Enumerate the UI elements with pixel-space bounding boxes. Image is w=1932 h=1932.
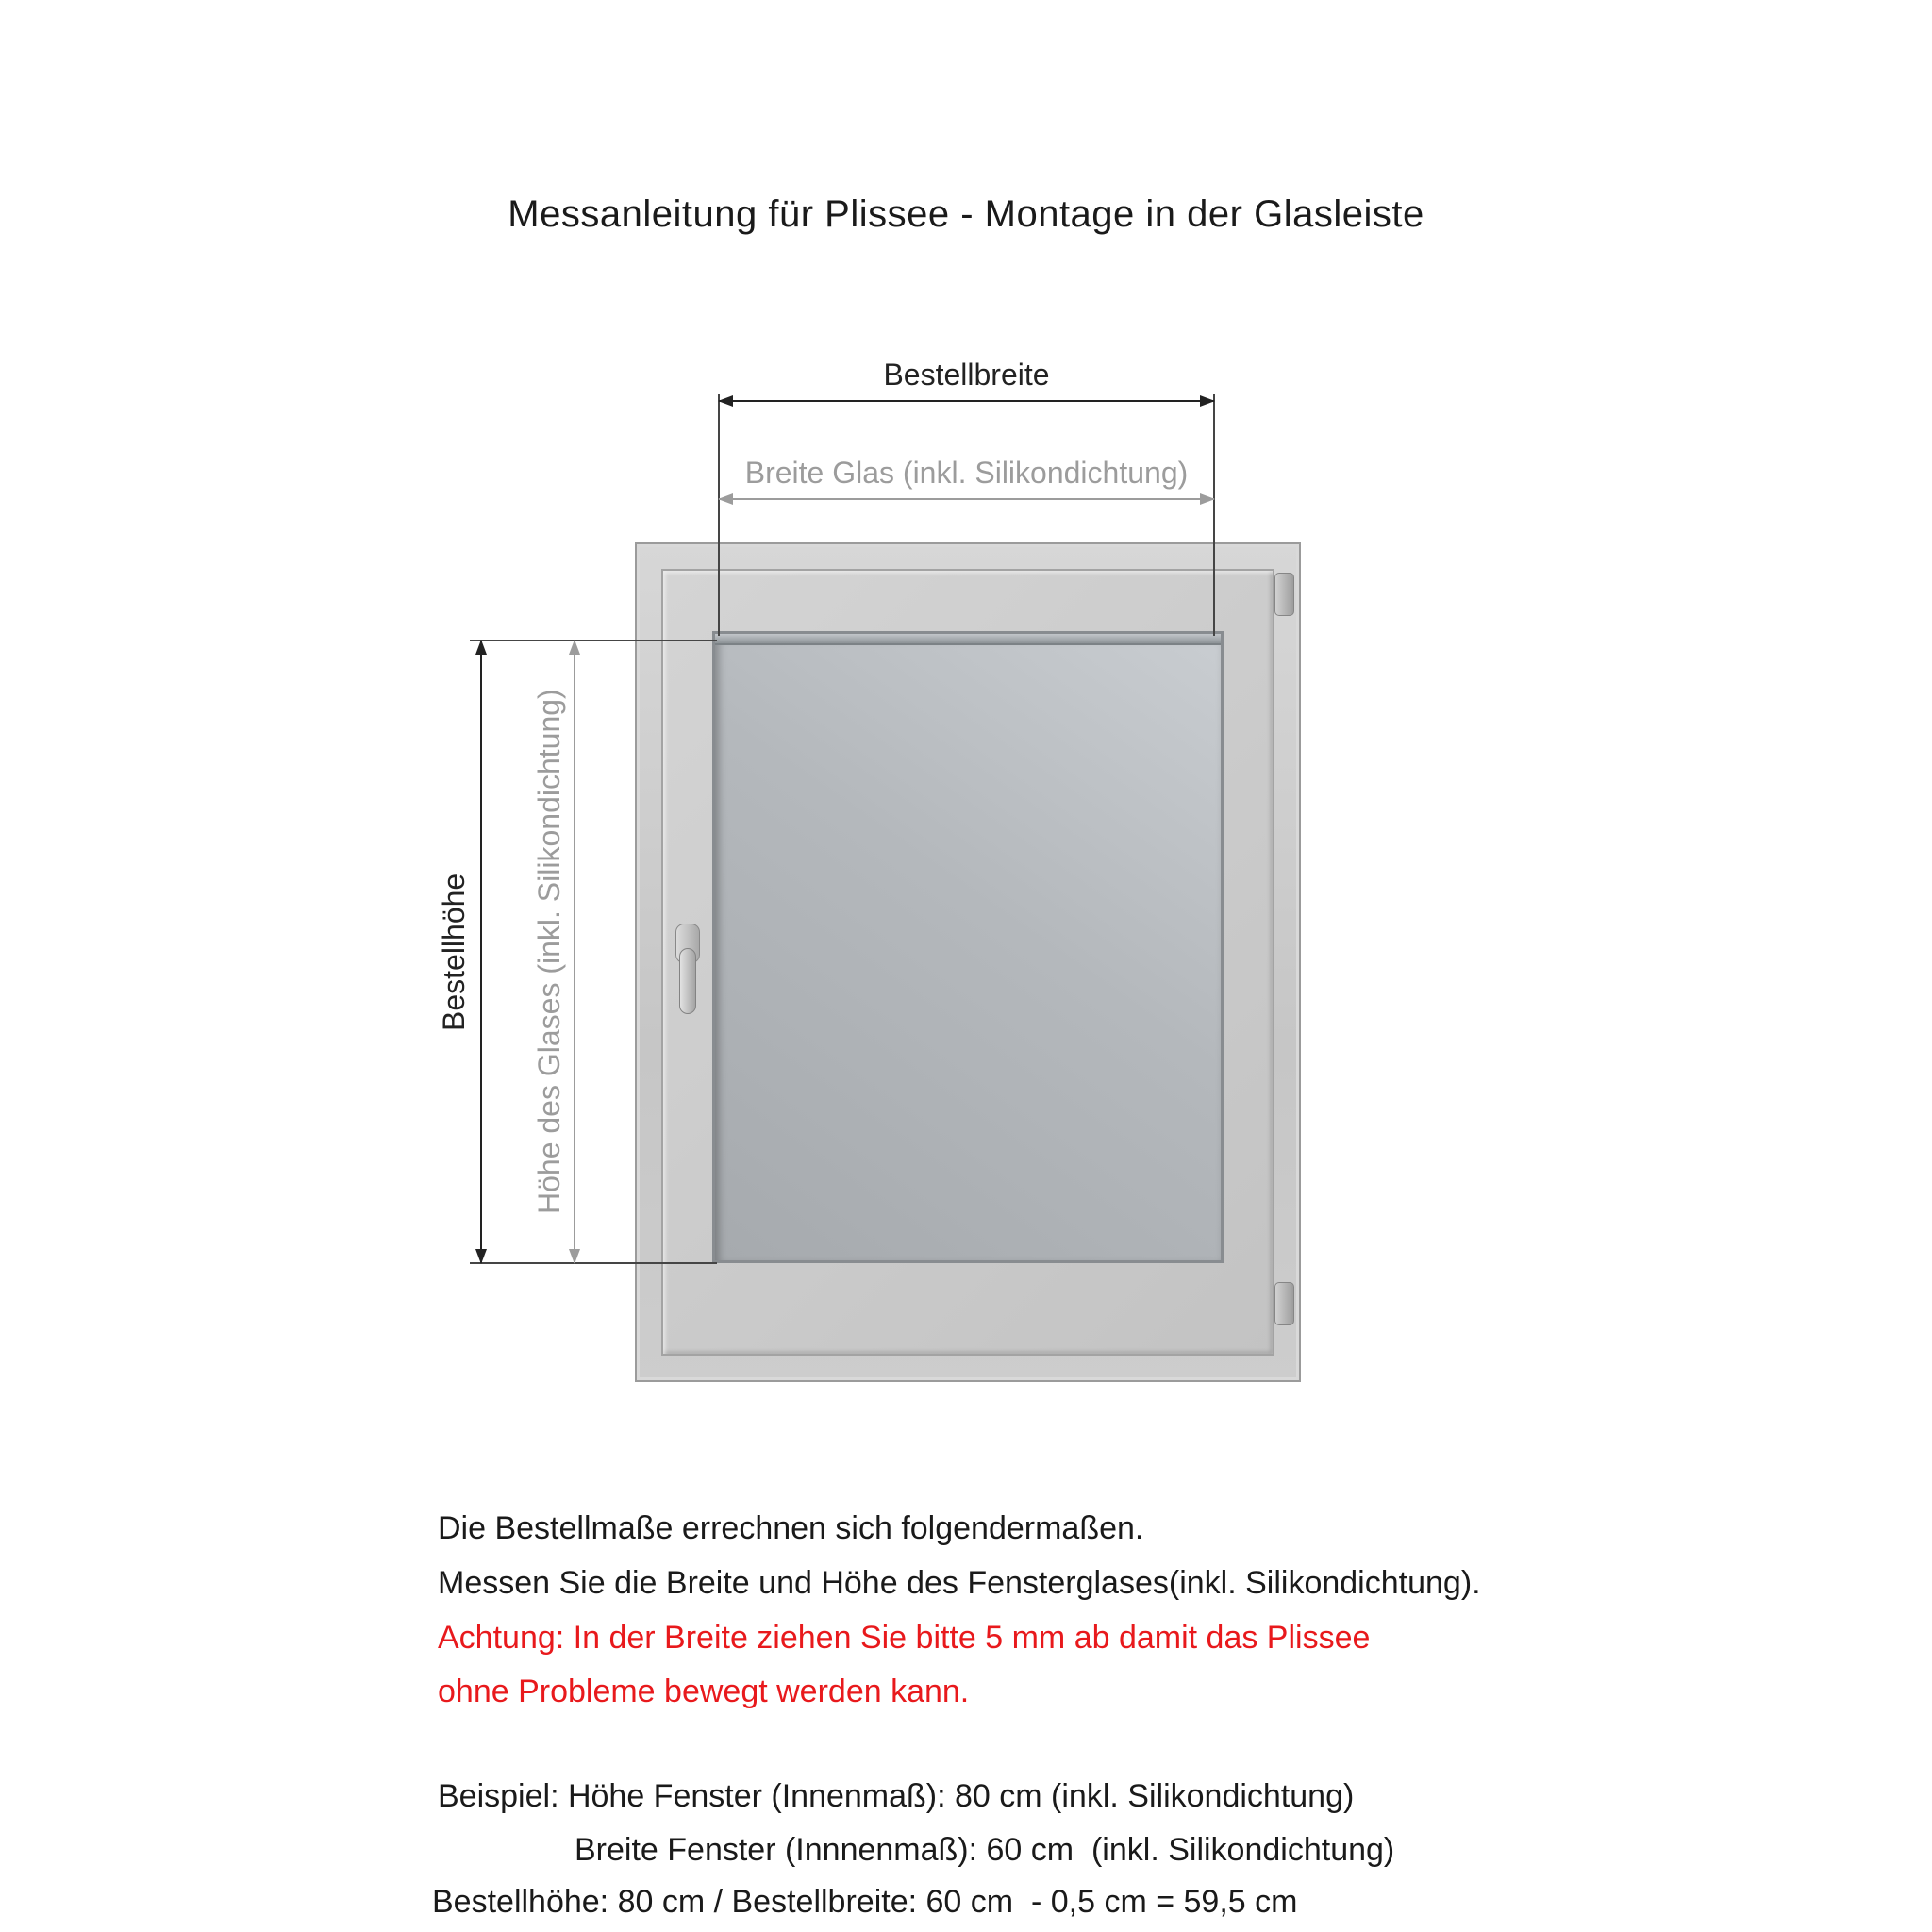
hinge-top	[1274, 573, 1294, 616]
extension-line-left-vertical	[718, 394, 720, 636]
window-glass	[712, 631, 1224, 1263]
window-sash	[661, 569, 1274, 1356]
glass-width-label: Breite Glas (inkl. Silikondichtung)	[744, 456, 1189, 490]
glass-width-arrow	[719, 498, 1214, 500]
order-height-arrow	[480, 641, 482, 1263]
instruction-line-1: Die Bestellmaße errechnen sich folgendermaßen.	[438, 1510, 1144, 1546]
glazing-bead-top	[715, 634, 1221, 645]
warning-line-1: Achtung: In der Breite ziehen Sie bitte 5 mm ab damit das Plissee	[438, 1620, 1371, 1656]
instruction-line-2: Messen Sie die Breite und Höhe des Fensterglases(inkl. Silikondichtung).	[438, 1565, 1481, 1601]
hinge-bottom	[1274, 1282, 1294, 1325]
window-handle	[673, 924, 705, 1016]
order-width-arrow	[719, 400, 1214, 402]
order-width-label: Bestellbreite	[883, 358, 1050, 391]
warning-line-2: ohne Probleme bewegt werden kann.	[438, 1674, 970, 1709]
page-title: Messanleitung für Plissee - Montage in der Glasleiste	[508, 192, 1424, 235]
window-handle-grip	[679, 948, 696, 1014]
extension-line-bottom-horizontal	[470, 1262, 717, 1264]
example-line-2: Breite Fenster (Innnenmaß): 60 cm (inkl. Silikondichtung)	[575, 1832, 1395, 1868]
example-line-3: Bestellhöhe: 80 cm / Bestellbreite: 60 cm - 0,5 cm = 59,5 cm	[432, 1884, 1298, 1920]
extension-line-top-horizontal	[470, 640, 717, 641]
extension-line-right-vertical	[1213, 394, 1215, 636]
glass-height-arrow	[574, 641, 575, 1263]
glass-height-label: Höhe des Glases (inkl. Silikondichtung)	[532, 689, 566, 1215]
example-line-1: Beispiel: Höhe Fenster (Innenmaß): 80 cm (inkl. Silikondichtung)	[438, 1778, 1355, 1814]
window-frame	[635, 542, 1301, 1382]
order-height-label: Bestellhöhe	[437, 873, 471, 1031]
